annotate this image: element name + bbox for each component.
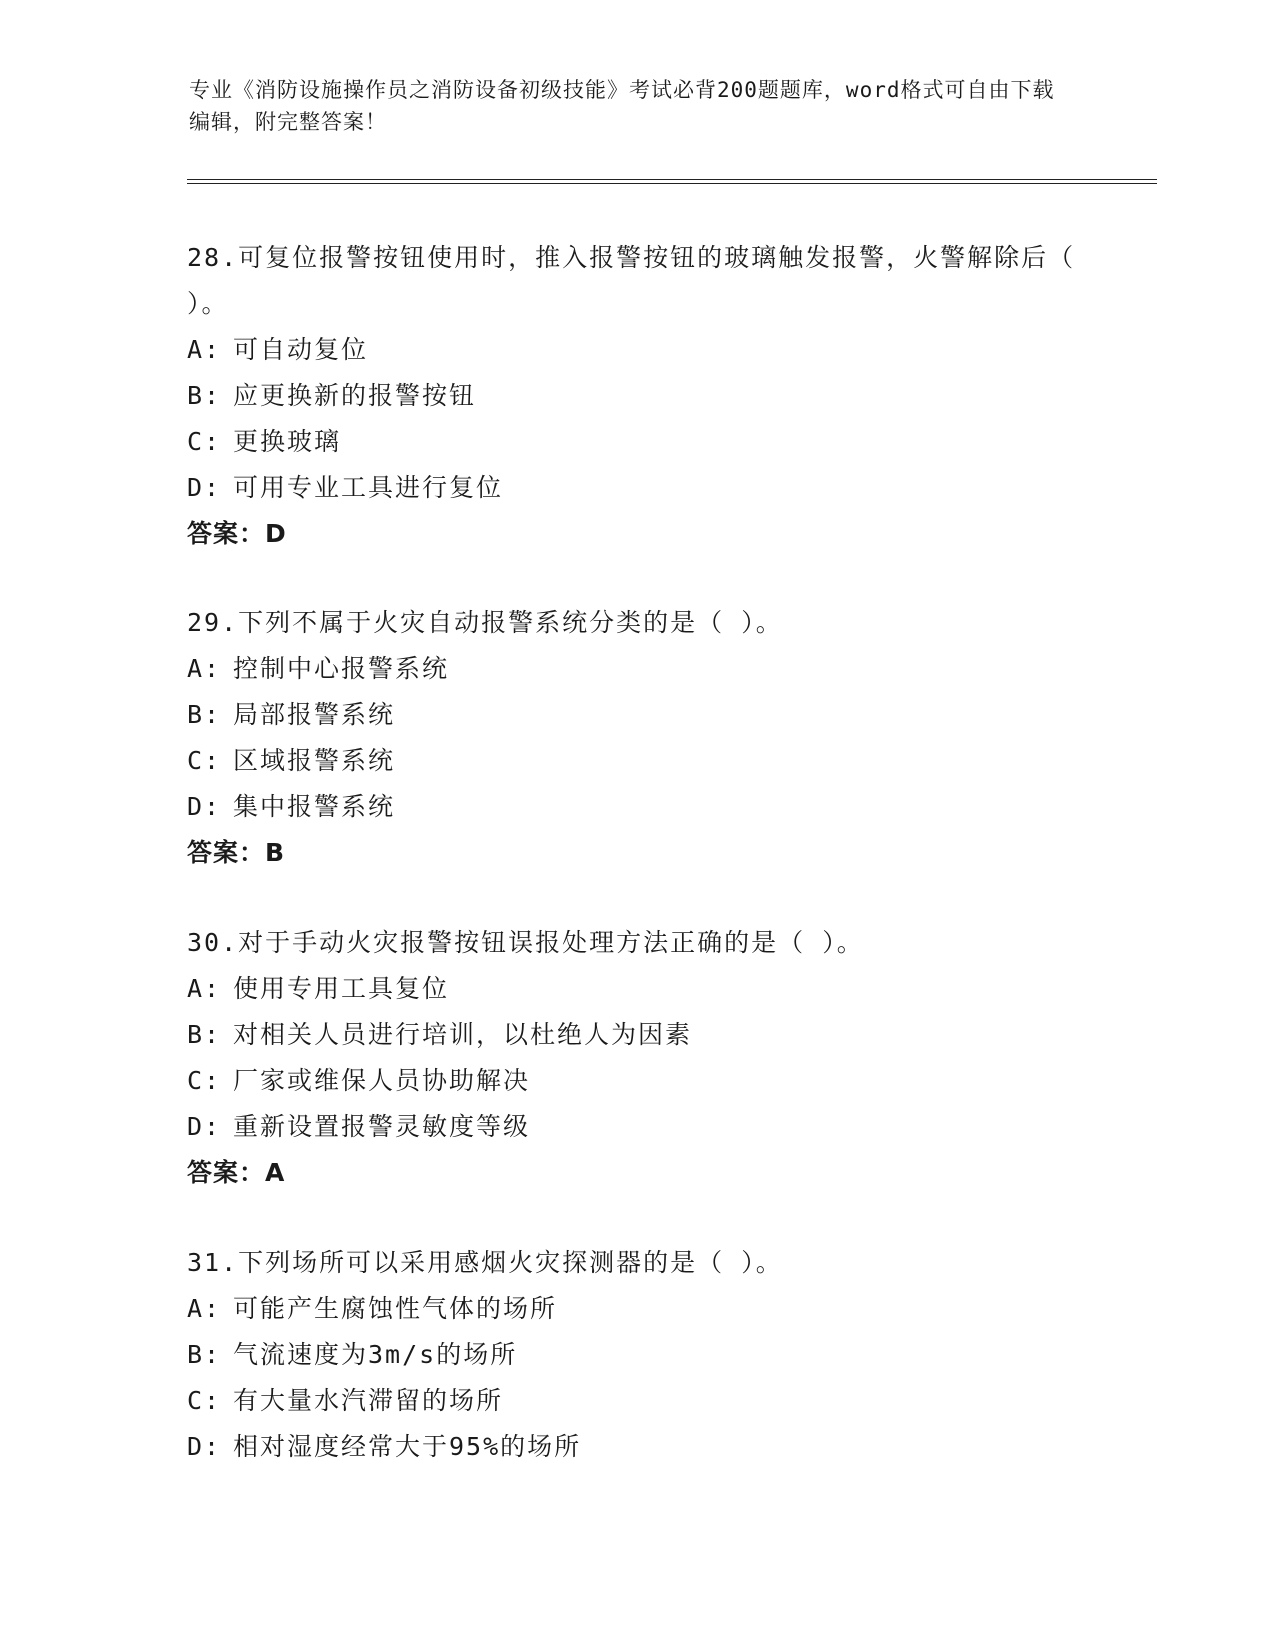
question-28	[187, 235, 1087, 557]
option-text: 可用专业工具进行复位	[233, 473, 504, 502]
option-letter: C:	[187, 1066, 222, 1095]
option-a	[187, 646, 1087, 692]
option-c	[187, 1378, 1087, 1424]
option-d	[187, 1104, 1087, 1150]
question-31	[187, 1240, 1087, 1470]
header-divider-bottom	[187, 183, 1157, 184]
option-d	[187, 784, 1087, 830]
option-c	[187, 419, 1087, 465]
option-letter: C:	[187, 427, 222, 456]
option-letter: C:	[187, 746, 222, 775]
option-letter: A:	[187, 335, 222, 364]
option-letter: B:	[187, 1020, 222, 1049]
option-letter: B:	[187, 381, 222, 410]
question-stem: 30.对于手动火灾报警按钮误报处理方法正确的是（ ）。	[187, 928, 864, 957]
option-b	[187, 1332, 1087, 1378]
option-a	[187, 966, 1087, 1012]
option-c	[187, 1058, 1087, 1104]
question-29	[187, 600, 1087, 876]
option-b	[187, 373, 1087, 419]
option-b	[187, 1012, 1087, 1058]
option-letter: D:	[187, 473, 222, 502]
question-stem: 31.下列场所可以采用感烟火灾探测器的是（ ）。	[187, 1248, 783, 1277]
option-text: 厂家或维保人员协助解决	[233, 1066, 531, 1095]
option-letter: A:	[187, 1294, 222, 1323]
option-a	[187, 1286, 1087, 1332]
option-c	[187, 738, 1087, 784]
option-text: 应更换新的报警按钮	[233, 381, 477, 410]
option-b	[187, 692, 1087, 738]
answer: 答案：D	[187, 519, 287, 548]
header-text: 专业《消防设施操作员之消防设备初级技能》考试必背200题题库，word格式可自由下载编辑，附完整答案！	[189, 78, 1055, 134]
option-a	[187, 327, 1087, 373]
option-text: 重新设置报警灵敏度等级	[233, 1112, 531, 1141]
option-d	[187, 1424, 1087, 1470]
question-stem: 29.下列不属于火灾自动报警系统分类的是（ ）。	[187, 608, 783, 637]
option-text: 有大量水汽滞留的场所	[233, 1386, 504, 1415]
answer: 答案：A	[187, 1158, 286, 1187]
document-header	[189, 74, 1069, 138]
option-text: 更换玻璃	[233, 427, 342, 456]
option-letter: D:	[187, 1112, 222, 1141]
option-text: 相对湿度经常大于95%的场所	[233, 1432, 582, 1461]
question-stem: 28.可复位报警按钮使用时，推入报警按钮的玻璃触发报警，火警解除后（ ）。	[187, 243, 1076, 318]
option-text: 控制中心报警系统	[233, 654, 450, 683]
option-text: 可能产生腐蚀性气体的场所	[233, 1294, 558, 1323]
option-letter: D:	[187, 792, 222, 821]
option-text: 气流速度为3m/s的场所	[233, 1340, 518, 1369]
option-letter: D:	[187, 1432, 222, 1461]
option-text: 局部报警系统	[233, 700, 396, 729]
option-text: 区域报警系统	[233, 746, 396, 775]
option-letter: A:	[187, 974, 222, 1003]
option-letter: B:	[187, 1340, 222, 1369]
answer: 答案：B	[187, 838, 286, 867]
option-text: 对相关人员进行培训，以杜绝人为因素	[233, 1020, 693, 1049]
option-letter: A:	[187, 654, 222, 683]
option-letter: B:	[187, 700, 222, 729]
option-text: 可自动复位	[233, 335, 369, 364]
header-divider-top	[187, 179, 1157, 180]
question-30	[187, 920, 1087, 1196]
option-text: 集中报警系统	[233, 792, 396, 821]
option-text: 使用专用工具复位	[233, 974, 450, 1003]
option-letter: C:	[187, 1386, 222, 1415]
option-d	[187, 465, 1087, 511]
